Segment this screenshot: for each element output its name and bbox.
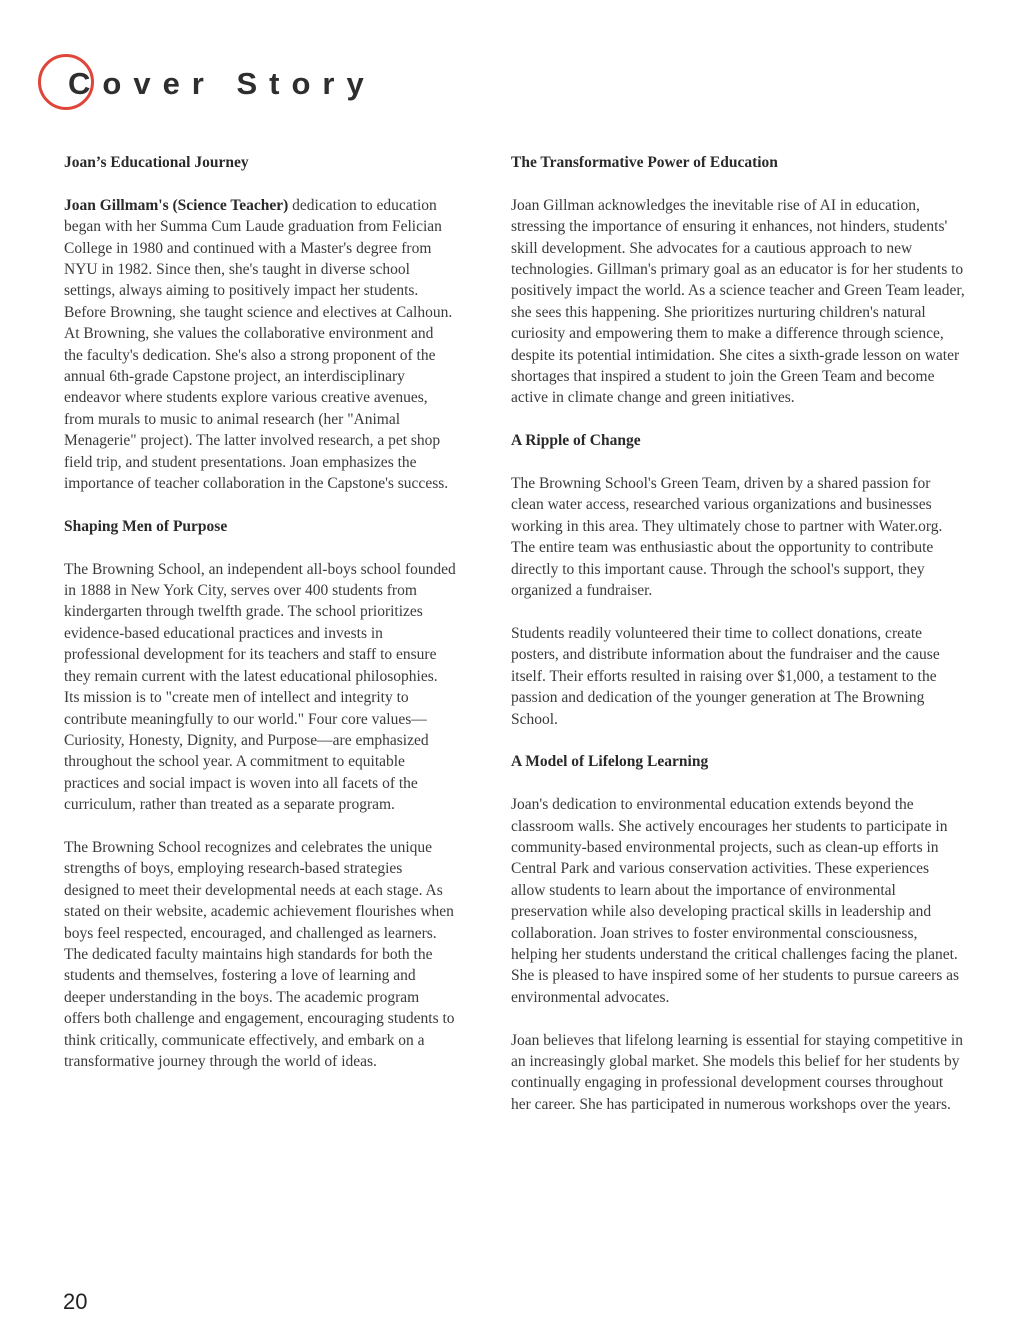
heading-men-of-purpose: Shaping Men of Purpose bbox=[64, 517, 228, 535]
right-column bbox=[511, 152, 966, 1137]
paragraph-body: dedication to education began with her Summa Cum Laude graduation from Felician College in 1980 and continued with a Master's degree from NYU in 1982. Since then, she's taught in diverse school settings, always aiming to positively impact her students. Before Browning, she taught science and electives at Calhoun. At Browning, she values the collaborative environment and the faculty's dedication. She's also a strong proponent of the annual 6th-grade Capstone project, an interdisciplinary endeavor where students explore various creative avenues, from murals to music to animal research (her "Animal Menagerie" project). The latter involved research, a pet shop field trip, and student presentations. Joan emphasizes the importance of teacher collaboration in the Capstone's success. bbox=[64, 196, 453, 493]
paragraph-transformative-power: Joan Gillman acknowledges the inevitable rise of AI in education, stressing the importance of ensuring it enhances, not hinders, students' skill development. She advocates for a cautious approach to new technologies. Gillman's primary goal as an educator is for her students to positively impact the world. As a science teacher and Green Team leader, she sees this happening. She prioritizes nurturing children's natural curiosity and empowering them to make a difference through science, despite its potential intimidation. She cites a sixth-grade lesson on water shortages that inspired a student to join the Green Team and become active in climate change and green initiatives. bbox=[511, 196, 965, 407]
section-header bbox=[38, 52, 438, 116]
paragraph-lifelong-learning: Joan believes that lifelong learning is essential for staying competitive in an increasingly global market. She models this belief for her students by continually engaging in professional development courses throughout her career. She has participated in numerous workshops over the years. bbox=[511, 1031, 963, 1113]
heading-transformative-power: The Transformative Power of Education bbox=[511, 154, 778, 171]
section-title: Cover Story bbox=[68, 66, 376, 101]
left-column bbox=[64, 152, 456, 1094]
paragraph-environmental-education: Joan's dedication to environmental education extends beyond the classroom walls. She actively encourages her students to participate in community-based environmental projects, such as clean-up efforts in Central Park and various conservation activities. These experiences allow students to learn about the importance of environmental preservation while also developing practical skills in leadership and collaboration. Joan strives to foster environmental consciousness, helping her students understand the critical challenges facing the planet. She is pleased to have inspired some of her students to pursue careers as environmental advocates. bbox=[511, 796, 960, 1006]
paragraph-lead: Joan Gillmam's (Science Teacher) bbox=[64, 196, 289, 214]
paragraph-green-team: The Browning School's Green Team, driven by a shared passion for clean water access, researched various organizations and businesses working in this area. They ultimately chose to partner with Water.org. The entire team was enthusiastic about the opportunity to contribute directly to this important cause. Through the school's support, they organized a fundraiser. bbox=[511, 475, 943, 600]
heading-educational-journey: Joan’s Educational Journey bbox=[64, 154, 249, 171]
heading-ripple-of-change: A Ripple of Change bbox=[511, 432, 641, 450]
heading-lifelong-learning: A Model of Lifelong Learning bbox=[511, 753, 709, 771]
paragraph-fundraiser: Students readily volunteered their time to collect donations, create posters, and distribute information about the fundraiser and the cause itself. Their efforts resulted in raising over $1,000, a testament to the passion and dedication of the younger generation at The Browning School. bbox=[511, 624, 940, 728]
paragraph-educational-journey bbox=[64, 195, 456, 495]
page-number: 20 bbox=[63, 1289, 88, 1314]
paragraph-school-strengths: The Browning School recognizes and celebrates the unique strengths of boys, employing research-based strategies designed to meet their developmental needs at each stage. As stated on their website, academic achievement flourishes when boys feel respected, encouraged, and challenged as learners. The dedicated faculty maintains high standards for both the students and themselves, fostering a love of learning and deeper understanding in the boys. The academic program offers both challenge and engagement, encouraging students to think critically, communicate effectively, and embark on a transformative journey through the world of ideas. bbox=[64, 838, 455, 1070]
paragraph-school-overview: The Browning School, an independent all-boys school founded in 1888 in New York City, serves over 400 students from kindergarten through twelfth grade. The school prioritizes evidence-based educational practices and invests in professional development for its teachers and staff to ensure they remain current with the latest educational philosophies. Its mission is to "create men of intellect and integrity to contribute meaningfully to our world." Four core values—Curiosity, Honesty, Dignity, and Purpose—are emphasized throughout the school year. A commitment to equitable practices and social impact is woven into all facets of the curriculum, rather than treated as a separate program. bbox=[64, 560, 456, 814]
